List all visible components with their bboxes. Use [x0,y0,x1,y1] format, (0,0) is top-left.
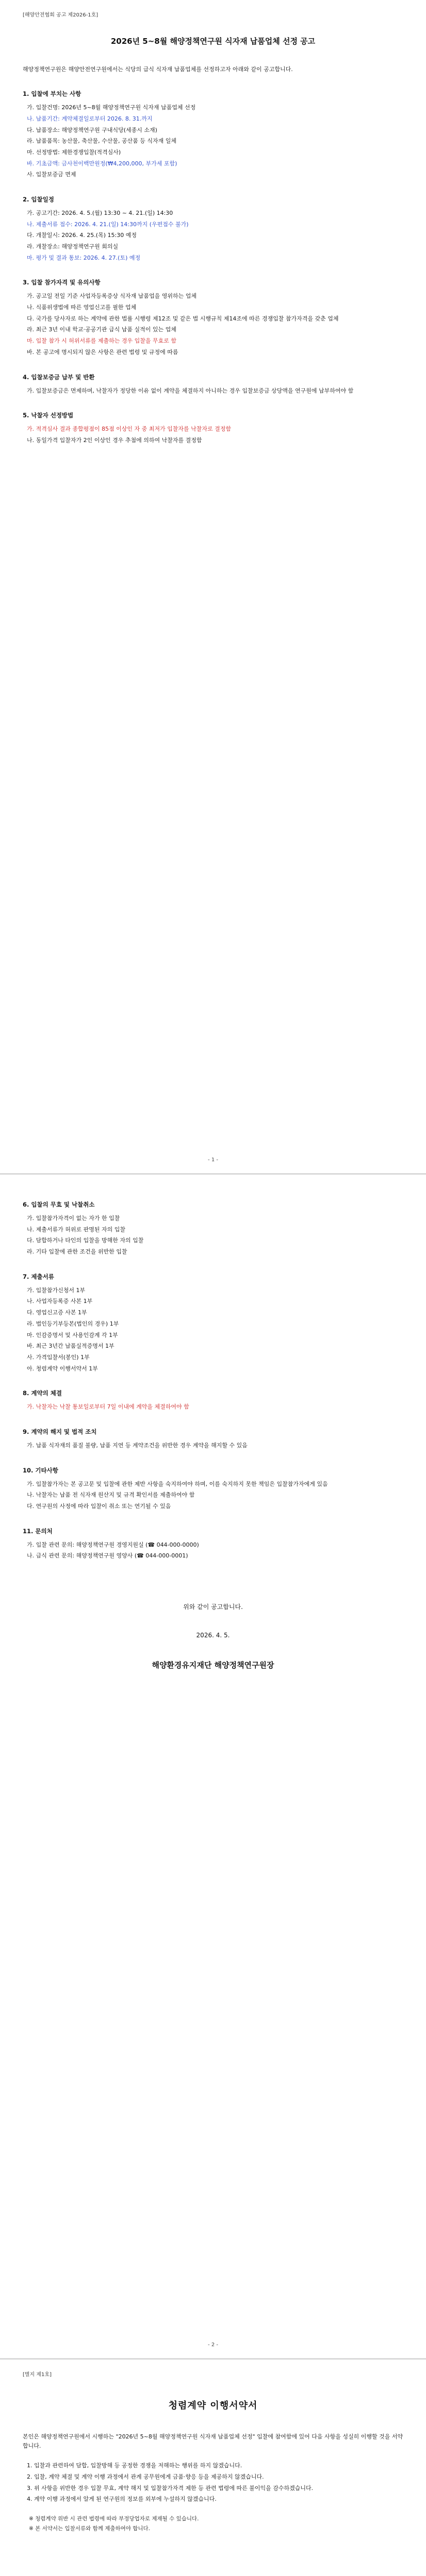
section-item: 가. 입찰건명: 2026년 5~8월 해양정책연구원 식자재 납품업체 선정 [27,104,196,111]
section-item: 바. 본 공고에 명시되지 않은 사항은 관련 법령 및 규정에 따름 [27,348,178,355]
sections-block [23,90,403,445]
section-heading: 10. 기타사항 [23,1466,58,1474]
section-heading: 9. 계약의 해지 및 법적 조치 [23,1428,97,1435]
section-item: 라. 법인등기부등본(법인의 경우) 1부 [27,1320,119,1327]
section-item: 나. 제출서류 접수: 2026. 4. 21.(일) 14:30까지 (우편접수 불가) [27,221,189,228]
section-item: 바. 최근 3년간 납품실적증명서 1부 [27,1343,114,1350]
form-note: ※ 본 서약서는 입찰서류와 함께 제출하여야 합니다. [29,2525,151,2532]
closing-text: 위와 같이 공고합니다. [183,1603,243,1611]
section-item: 나. 식품위생법에 따른 영업신고를 필한 업체 [27,304,137,311]
section-heading: 7. 제출서류 [23,1273,54,1280]
section-item: 사. 가격입찰서(봉인) 1부 [27,1353,90,1361]
form-notes-block [23,2515,403,2533]
form-title: 청렴계약 이행서약서 [168,2400,258,2411]
section-item: 가. 적격심사 결과 종합평점이 85점 이상인 자 중 최저가 입찰자를 낙찰자로 결정함 [27,426,231,433]
section-heading: 1. 입찰에 부치는 사항 [23,90,81,98]
section-item: 나. 동일가격 입찰자가 2인 이상인 경우 추첨에 의하여 낙찰자를 결정함 [27,436,202,444]
section-item: 마. 선정방법: 제한경쟁입찰(적격심사) [27,148,121,156]
section-item: 가. 입찰보증금은 면제하며, 낙찰자가 정당한 이유 없이 계약을 체결하지 아니하는 경우 입찰보증금 상당액을 연구원에 납부하여야 함 [27,387,354,394]
section-item: 다. 국가를 당사자로 하는 계약에 관한 법률 시행령 제12조 및 같은 법 시행규칙 제14조에 따른 경쟁입찰 참가자격을 갖춘 업체 [27,315,339,322]
section-item: 다. 개찰일시: 2026. 4. 25.(목) 15:30 예정 [27,232,137,239]
document-reference: [해양안전협회 공고 제2026-1호] [23,12,99,18]
issuer-name: 해양환경유지재단 해양정책연구원장 [152,1660,274,1670]
section-item: 라. 개찰장소: 해양정책연구원 회의실 [27,243,119,250]
section-heading: 2. 입찰일정 [23,195,54,203]
section-item: 가. 입찰 관련 문의: 해양정책연구원 경영지원실 (☎ 044-000-0000) [27,1541,199,1548]
section-item: 아. 청렴계약 이행서약서 1부 [27,1365,98,1372]
section-item: 다. 영업신고증 사본 1부 [27,1309,87,1316]
page-title: 2026년 5~8월 해양정책연구원 식자재 납품업체 선정 공고 [110,37,316,46]
form-intro: 본인은 해양정책연구원에서 시행하는 "2026년 5~8월 해양정책연구원 식자재 납품업체 선정" 입찰에 참여함에 있어 다음 사항을 성실히 이행할 것을 서약합니다. [23,2433,403,2450]
section-item: 마. 입찰 참가 시 허위서류를 제출하는 경우 입찰을 무효로 함 [27,337,176,345]
sections-block [23,1200,403,1561]
section-item: 가. 입찰참가자는 본 공고문 및 입찰에 관한 제반 사항을 숙지하여야 하며, 이를 숙지하지 못한 책임은 입찰참가자에게 있음 [27,1480,328,1487]
intro-text: 해양정책연구원은 해양안전연구원에서는 식당의 급식 식자재 납품업체를 선정하고자 아래와 같이 공고합니다. [23,66,293,73]
form-item: 1. 입찰과 관련하여 담합, 입찰방해 등 공정한 경쟁을 저해하는 행위를 하지 않겠습니다. [27,2462,242,2469]
section-item: 가. 낙찰자는 낙찰 통보일로부터 7일 이내에 계약을 체결하여야 함 [27,1403,189,1411]
section-heading: 6. 입찰의 무효 및 낙찰취소 [23,1201,95,1208]
form-item: 4. 계약 이행 과정에서 알게 된 연구원의 정보를 외부에 누설하지 않겠습니다. [27,2496,217,2503]
section-item: 다. 연구원의 사정에 따라 입찰이 취소 또는 연기될 수 있음 [27,1503,171,1510]
issue-date: 2026. 4. 5. [196,1632,230,1639]
section-item: 나. 납품기간: 계약체결일로부터 2026. 8. 31.까지 [27,115,153,122]
section-item: 마. 평가 및 결과 통보: 2026. 4. 27.(토) 예정 [27,254,141,261]
section-heading: 5. 낙찰자 선정방법 [23,412,74,419]
section-item: 가. 공고일 전일 기준 사업자등록증상 식자재 납품업을 영위하는 업체 [27,293,196,300]
form-item: 3. 위 사항을 위반한 경우 입찰 무효, 계약 해지 및 입찰참가자격 제한 등 관련 법령에 따른 불이익을 감수하겠습니다. [27,2484,314,2492]
page-3 [0,2360,426,2576]
section-item: 가. 납품 식자재의 품질 불량, 납품 지연 등 계약조건을 위반한 경우 계약을 해지할 수 있음 [27,1442,248,1449]
section-item: 다. 납품장소: 해양정책연구원 구내식당(세종시 소재) [27,126,157,133]
page-number: - 2 - [208,2342,218,2348]
form-item: 2. 입찰, 계약 체결 및 계약 이행 과정에서 관계 공무원에게 금품·향응 등을 제공하지 않겠습니다. [27,2473,264,2480]
form-reference: [별지 제1호] [23,2372,52,2378]
section-item: 나. 급식 관련 문의: 해양정책연구원 영양사 (☎ 044-000-0001) [27,1552,188,1560]
section-heading: 8. 계약의 체결 [23,1389,62,1397]
section-item: 라. 기타 입찰에 관한 조건을 위반한 입찰 [27,1248,127,1256]
form-items-block [23,2461,403,2504]
section-heading: 3. 입찰 참가자격 및 유의사항 [23,279,101,286]
section-item: 가. 입찰참가자격이 없는 자가 한 입찰 [27,1215,120,1222]
section-heading: 11. 문의처 [23,1527,53,1535]
section-item: 다. 담합하거나 타인의 입찰을 방해한 자의 입찰 [27,1237,144,1244]
section-item: 라. 최근 3년 이내 학교·공공기관 급식 납품 실적이 있는 업체 [27,326,176,333]
section-item: 라. 납품품목: 농산물, 축산물, 수산물, 공산품 등 식자재 일체 [27,138,177,145]
section-item: 나. 제출서류가 허위로 판명된 자의 입찰 [27,1226,125,1233]
page-2 [0,1175,426,2360]
section-item: 바. 기초금액: 금사천이백만원정(₩4,200,000, 부가세 포함) [27,160,177,167]
page-number: - 1 - [208,1157,218,1163]
section-item: 마. 인감증명서 및 사용인감계 각 1부 [27,1331,118,1338]
section-item: 사. 입찰보증금 면제 [27,171,76,178]
form-note: ※ 청렴계약 위반 시 관련 법령에 따라 부정당업자로 제재될 수 있습니다. [29,2516,199,2522]
page-1 [0,0,426,1175]
section-item: 가. 공고기간: 2026. 4. 5.(월) 13:30 ~ 4. 21.(일) 14:30 [27,209,173,216]
section-item: 나. 사업자등록증 사본 1부 [27,1298,93,1305]
section-item: 나. 낙찰자는 납품 전 식자재 원산지 및 규격 확인서를 제출하여야 함 [27,1492,195,1499]
section-heading: 4. 입찰보증금 납부 및 반환 [23,373,95,381]
section-item: 가. 입찰참가신청서 1부 [27,1286,86,1294]
